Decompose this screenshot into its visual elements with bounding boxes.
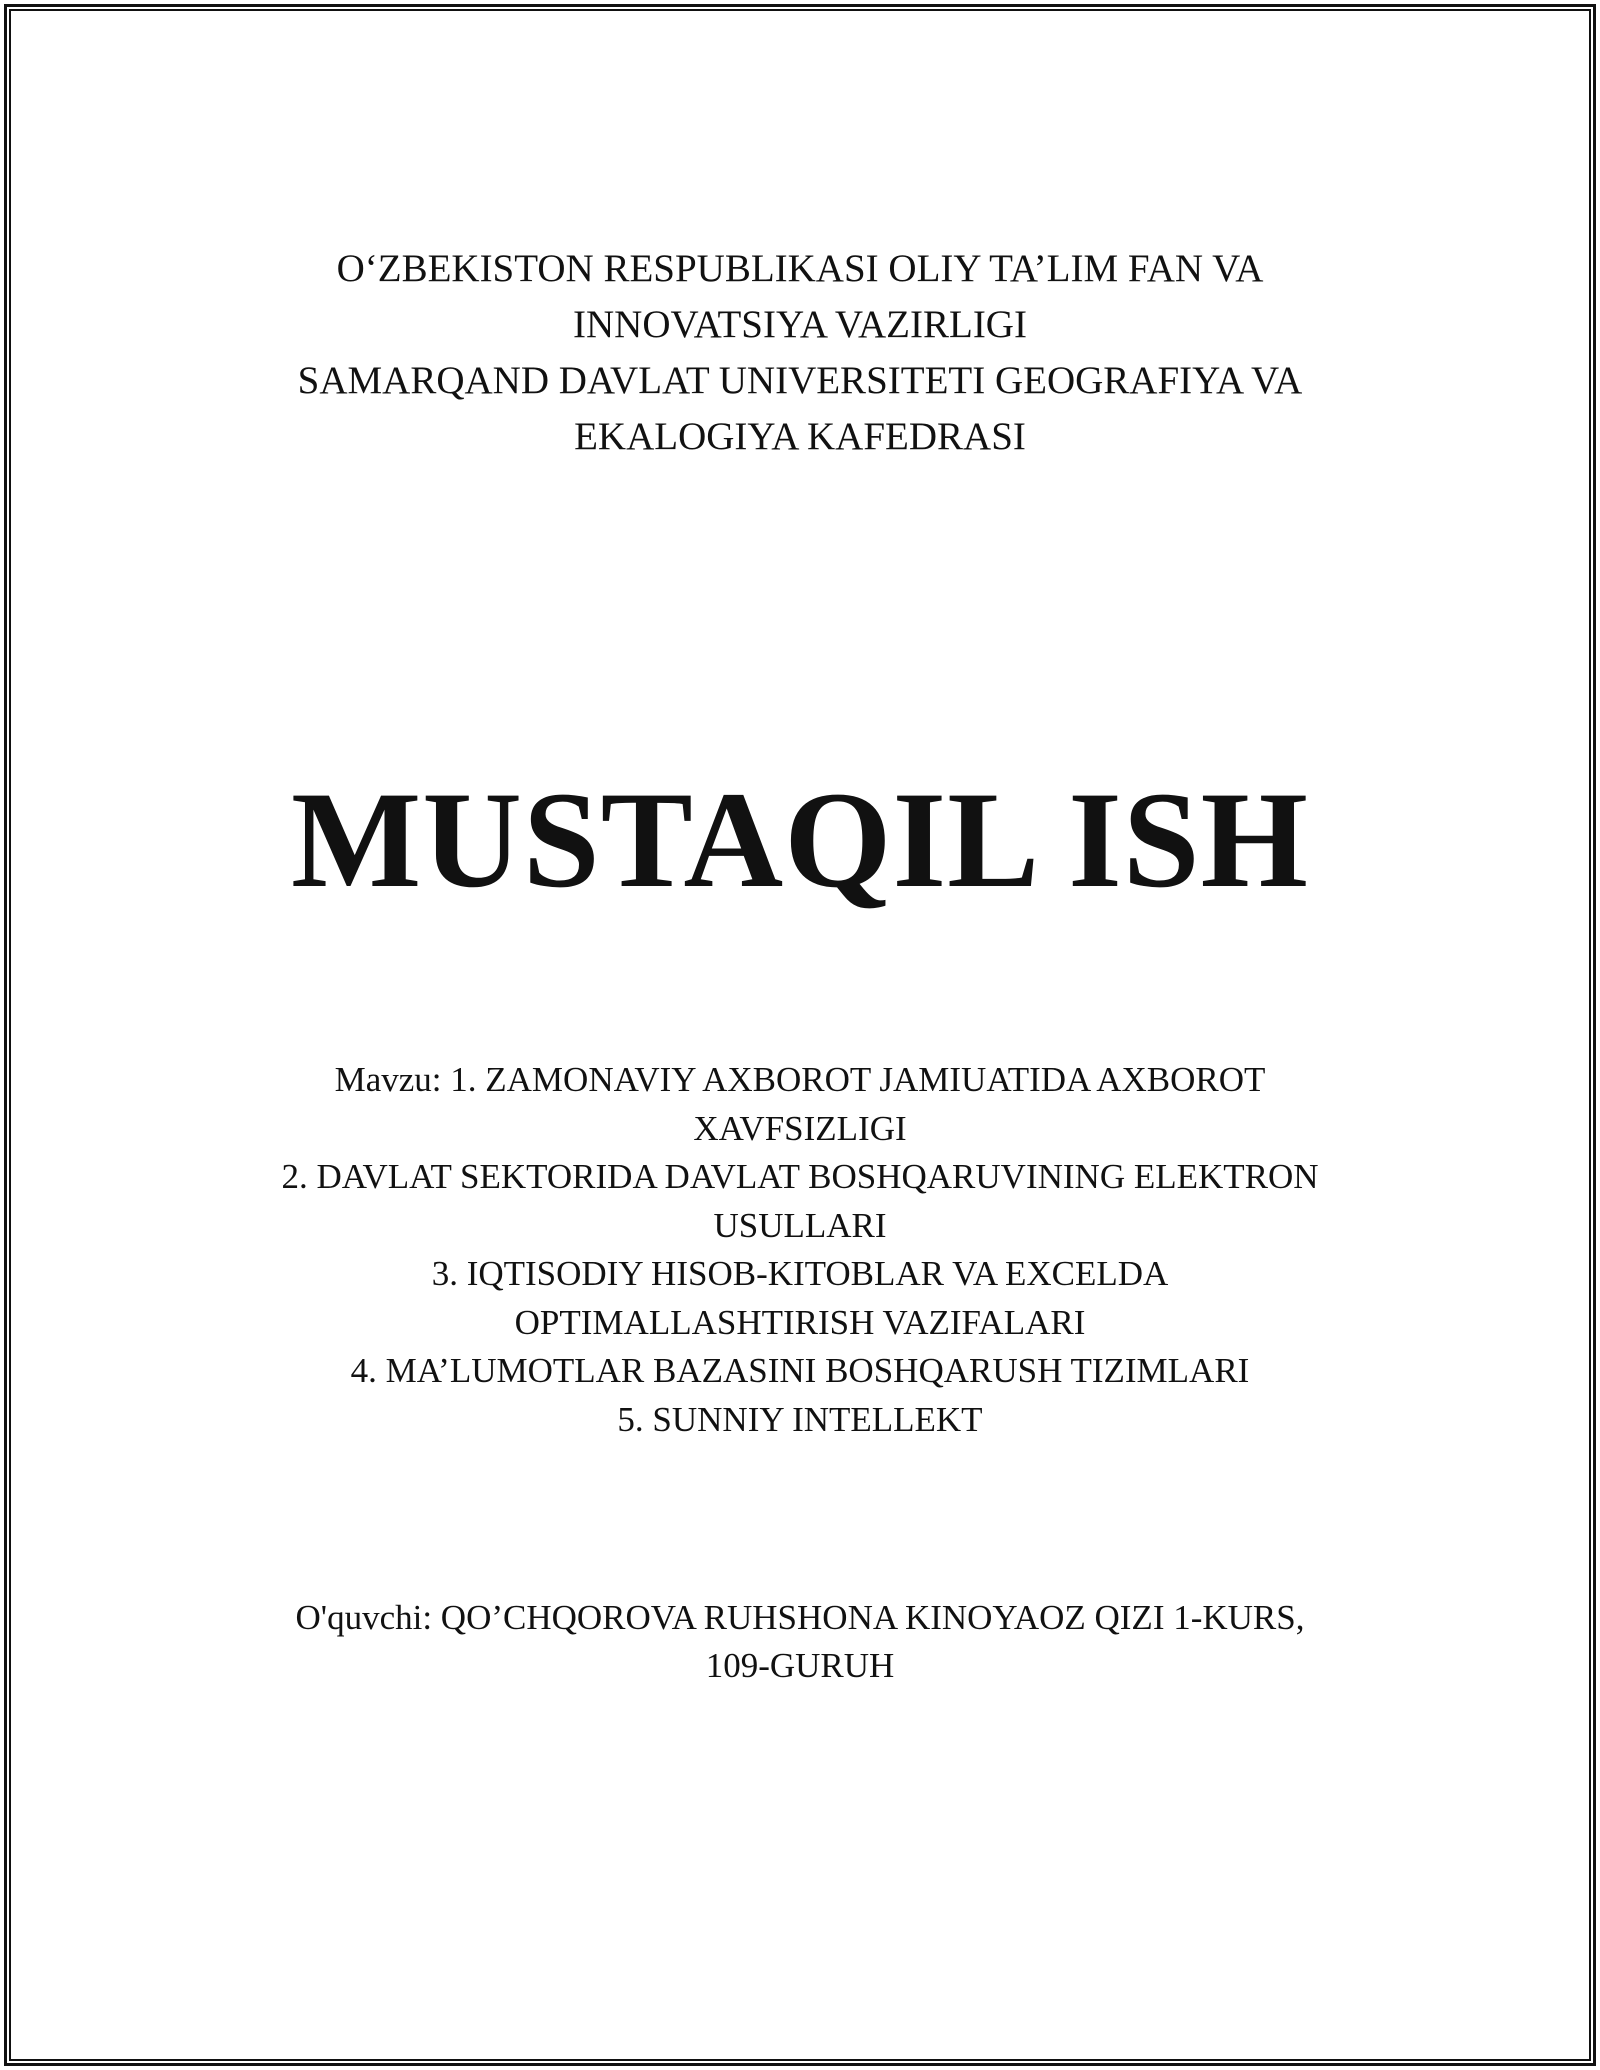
header-line: O‘ZBEKISTON RESPUBLIKASI OLIY TA’LIM FAN VA xyxy=(336,247,1264,290)
topic-line: 3. IQTISODIY HISOB-KITOBLAR VA EXCELDA xyxy=(431,1254,1169,1293)
topic-line: OPTIMALLASHTIRISH VAZIFALARI xyxy=(514,1302,1086,1342)
topic-line: 5. SUNNIY INTELLEKT xyxy=(617,1399,983,1439)
student-line: O'quvchi: QO’CHQOROVA RUHSHONA KINOYAOZ QIZI 1-KURS, xyxy=(295,1598,1305,1637)
header-line: SAMARQAND DAVLAT UNIVERSITETI GEOGRAFIYA VA xyxy=(297,359,1303,402)
topics-list xyxy=(200,1056,1400,1444)
topic-line: USULLARI xyxy=(713,1205,887,1245)
topic-line: Mavzu: 1. ZAMONAVIY AXBOROT JAMIUATIDA AXBOROT xyxy=(334,1060,1266,1099)
student-info xyxy=(200,1594,1400,1690)
document-title: MUSTAQIL ISH xyxy=(291,763,1309,916)
header-line: INNOVATSIYA VAZIRLIGI xyxy=(573,303,1027,346)
topic-line: 4. MA’LUMOTLAR BAZASINI BOSHQARUSH TIZIMLARI xyxy=(350,1351,1250,1390)
institution-header xyxy=(200,241,1400,465)
topic-line: 2. DAVLAT SEKTORIDA DAVLAT BOSHQARUVINING ELEKTRON xyxy=(281,1157,1319,1196)
topic-line: XAVFSIZLIGI xyxy=(693,1108,907,1148)
header-line: EKALOGIYA KAFEDRASI xyxy=(574,415,1026,458)
student-line: 109-GURUH xyxy=(705,1646,895,1685)
